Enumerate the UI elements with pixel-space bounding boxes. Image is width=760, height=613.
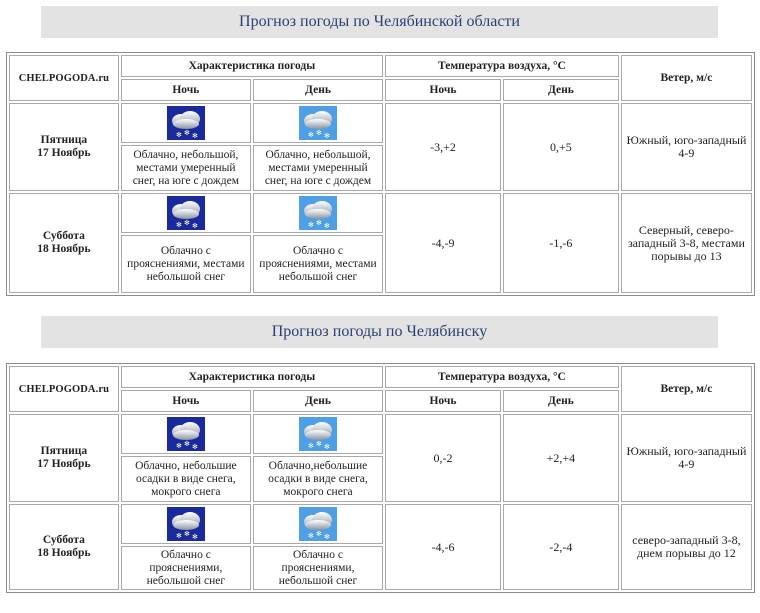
svg-text:✻: ✻ bbox=[191, 443, 198, 451]
weekday: Пятница bbox=[40, 134, 88, 146]
wind-header: Ветер, м/с bbox=[621, 366, 752, 412]
svg-text:✻: ✻ bbox=[175, 131, 182, 139]
date-cell bbox=[9, 103, 119, 191]
day-description: Облачно,небольшие осадки в виде снега, мокрого снега bbox=[253, 456, 383, 502]
svg-text:✻: ✻ bbox=[315, 530, 322, 538]
night-snow-cloud-icon bbox=[167, 196, 205, 230]
night-snow-cloud-icon bbox=[167, 507, 205, 541]
day-snow-cloud-icon bbox=[299, 417, 337, 451]
wind-value: Северный, северо-западный 3-8, местами порывы до 13 bbox=[621, 193, 752, 293]
day-icon-cell bbox=[253, 193, 383, 233]
temperature-header: Температура воздуха, °С bbox=[385, 366, 619, 388]
region-forecast-banner bbox=[41, 6, 718, 38]
temp-day-value: 0,+5 bbox=[503, 103, 619, 191]
temperature-header: Температура воздуха, °С bbox=[385, 55, 619, 77]
night-icon-cell bbox=[121, 193, 251, 233]
day-header: День bbox=[253, 79, 383, 101]
night-snow-cloud-icon bbox=[167, 417, 205, 451]
svg-text:✻: ✻ bbox=[315, 129, 322, 137]
day-icon-cell bbox=[253, 414, 383, 454]
date: 17 Ноябрь bbox=[37, 458, 91, 470]
wind-value: Южный, юго-западный 4-9 bbox=[621, 414, 752, 502]
svg-text:✻: ✻ bbox=[183, 129, 190, 137]
day-description: Облачно, небольшой, местами умеренный снег, на юге с дождем bbox=[253, 145, 383, 191]
svg-text:✻: ✻ bbox=[183, 219, 190, 227]
temp-day-value: -1,-6 bbox=[503, 193, 619, 293]
temp-day-value: -2,-4 bbox=[503, 504, 619, 590]
date: 18 Ноябрь bbox=[37, 243, 91, 255]
svg-text:✻: ✻ bbox=[175, 221, 182, 229]
svg-text:✻: ✻ bbox=[323, 443, 330, 451]
day-icon-cell bbox=[253, 103, 383, 143]
svg-text:✻: ✻ bbox=[307, 221, 314, 229]
svg-text:✻: ✻ bbox=[175, 532, 182, 540]
city-forecast-banner bbox=[41, 316, 718, 348]
temp-day-value: +2,+4 bbox=[503, 414, 619, 502]
svg-text:✻: ✻ bbox=[183, 530, 190, 538]
temp-day-header: День bbox=[503, 79, 619, 101]
day-snow-cloud-icon bbox=[299, 507, 337, 541]
temp-night-value: -4,-6 bbox=[385, 504, 501, 590]
night-description: Облачно, небольшой, местами умеренный снег, на юге с дождем bbox=[121, 145, 251, 191]
svg-text:✻: ✻ bbox=[183, 440, 190, 448]
day-description: Облачно с прояснениями, местами небольшой снег bbox=[253, 235, 383, 293]
temp-night-header: Ночь bbox=[385, 79, 501, 101]
wind-value: Южный, юго-западный 4-9 bbox=[621, 103, 752, 191]
night-icon-cell bbox=[121, 414, 251, 454]
date: 17 Ноябрь bbox=[37, 147, 91, 159]
wind-value: северо-западный 3-8, днем порывы до 12 bbox=[621, 504, 752, 590]
day-header: День bbox=[253, 390, 383, 412]
day-icon-cell bbox=[253, 504, 383, 544]
svg-text:✻: ✻ bbox=[307, 131, 314, 139]
svg-text:✻: ✻ bbox=[323, 533, 330, 541]
brand-cell: CHELPOGODA.ru bbox=[9, 55, 119, 101]
night-description: Облачно с прояснениями, небольшой снег bbox=[121, 546, 251, 590]
temp-day-header: День bbox=[503, 390, 619, 412]
night-snow-cloud-icon bbox=[167, 106, 205, 140]
night-header: Ночь bbox=[121, 79, 251, 101]
temp-night-value: -4,-9 bbox=[385, 193, 501, 293]
day-snow-cloud-icon bbox=[299, 196, 337, 230]
night-icon-cell bbox=[121, 103, 251, 143]
svg-text:✻: ✻ bbox=[307, 532, 314, 540]
banner-title: Прогноз погоды по Челябинску bbox=[271, 323, 488, 340]
svg-text:✻: ✻ bbox=[307, 442, 314, 450]
svg-text:✻: ✻ bbox=[191, 132, 198, 140]
svg-text:✻: ✻ bbox=[323, 132, 330, 140]
temp-night-header: Ночь bbox=[385, 390, 501, 412]
night-header: Ночь bbox=[121, 390, 251, 412]
svg-text:✻: ✻ bbox=[175, 442, 182, 450]
temp-night-value: -3,+2 bbox=[385, 103, 501, 191]
characteristics-header: Характеристика погоды bbox=[121, 55, 383, 77]
weekday: Пятница bbox=[40, 445, 88, 457]
date-cell bbox=[9, 504, 119, 590]
wind-header: Ветер, м/с bbox=[621, 55, 752, 101]
night-icon-cell bbox=[121, 504, 251, 544]
day-snow-cloud-icon bbox=[299, 106, 337, 140]
characteristics-header: Характеристика погоды bbox=[121, 366, 383, 388]
banner-title: Прогноз погоды по Челябинской области bbox=[239, 13, 520, 30]
weekday: Суббота bbox=[42, 534, 85, 546]
night-description: Облачно с прояснениями, местами небольшой снег bbox=[121, 235, 251, 293]
date: 18 Ноябрь bbox=[37, 547, 91, 559]
temp-night-value: 0,-2 bbox=[385, 414, 501, 502]
svg-text:✻: ✻ bbox=[315, 440, 322, 448]
city-forecast-table bbox=[6, 363, 755, 593]
day-description: Облачно с прояснениями, небольшой снег bbox=[253, 546, 383, 590]
svg-text:✻: ✻ bbox=[191, 222, 198, 230]
region-forecast-table bbox=[6, 52, 755, 296]
svg-text:✻: ✻ bbox=[191, 533, 198, 541]
night-description: Облачно, небольшие осадки в виде снега, мокрого снега bbox=[121, 456, 251, 502]
date-cell bbox=[9, 193, 119, 293]
svg-text:✻: ✻ bbox=[323, 222, 330, 230]
date-cell bbox=[9, 414, 119, 502]
weekday: Суббота bbox=[42, 230, 85, 242]
brand-cell: CHELPOGODA.ru bbox=[9, 366, 119, 412]
svg-text:✻: ✻ bbox=[315, 219, 322, 227]
